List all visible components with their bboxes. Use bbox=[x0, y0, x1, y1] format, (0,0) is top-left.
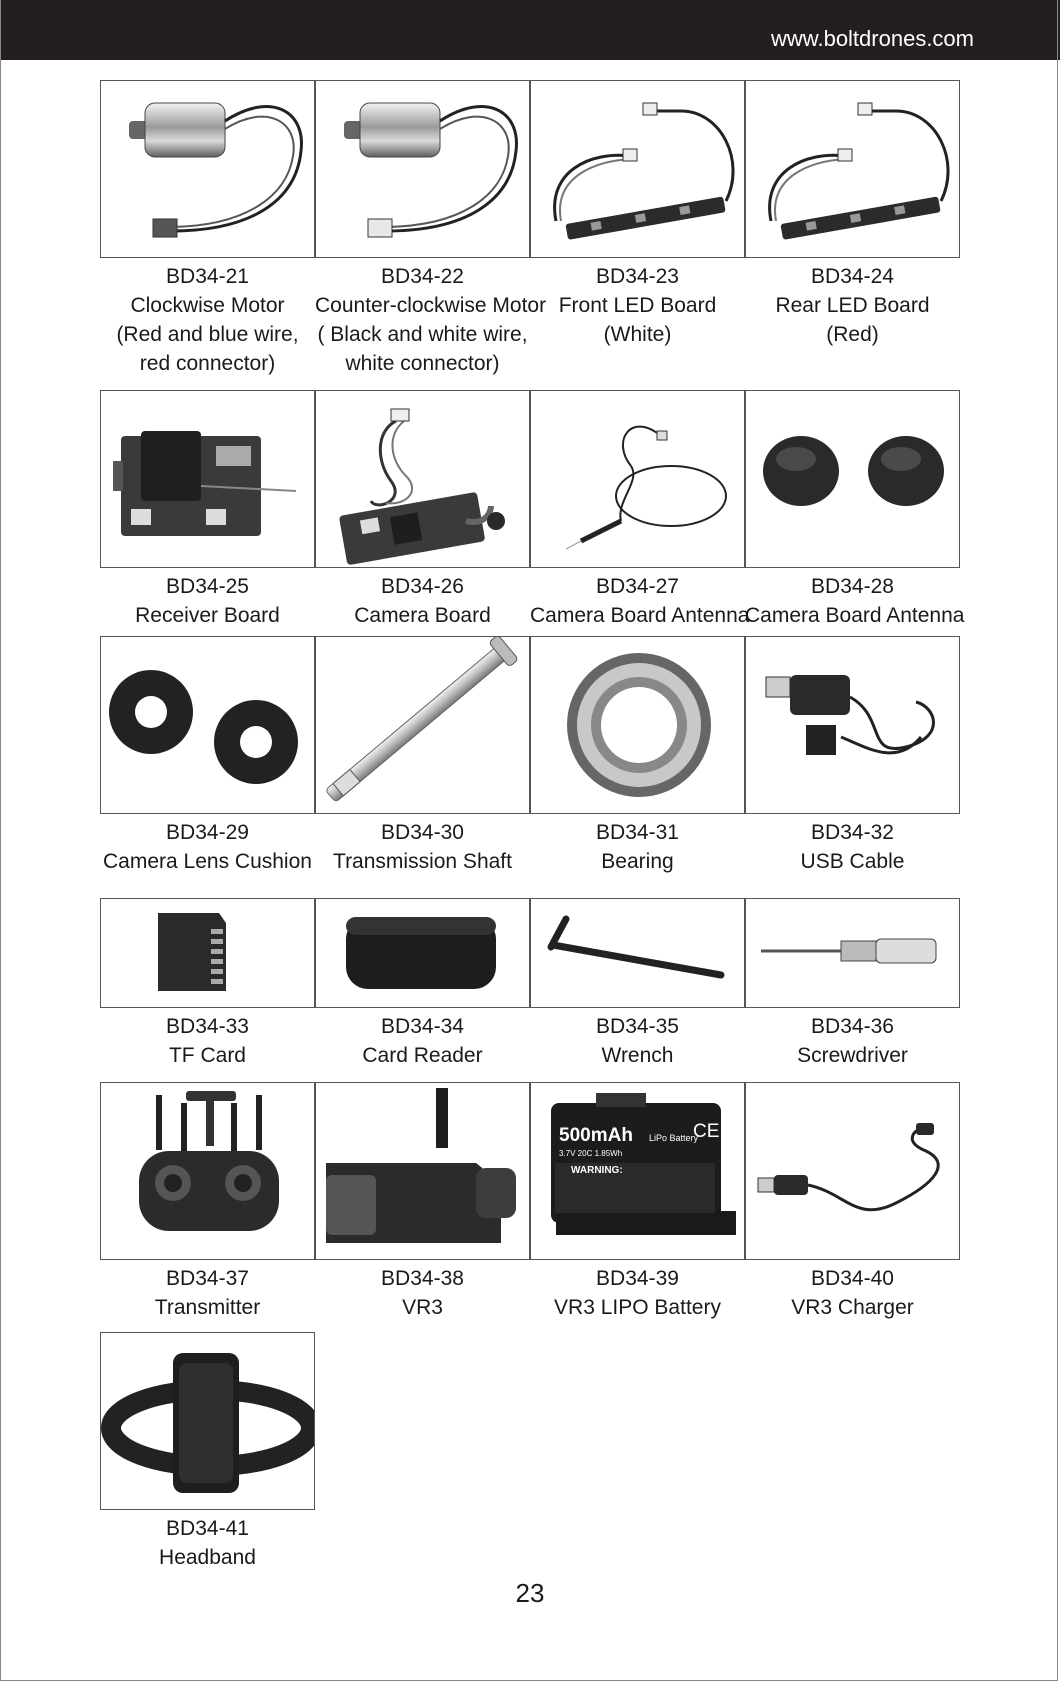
part-caption bbox=[100, 572, 315, 630]
part-caption bbox=[745, 818, 960, 876]
part-caption bbox=[100, 1012, 315, 1070]
part-code: BD34-40 bbox=[811, 1267, 894, 1290]
battery-ce-mark: CE bbox=[693, 1121, 720, 1142]
counter-clockwise-motor-icon bbox=[316, 81, 529, 257]
part-description-line: TF Card bbox=[168, 1044, 246, 1067]
part-photo-bd34-24 bbox=[745, 80, 960, 258]
part-caption bbox=[745, 572, 965, 630]
part-caption bbox=[100, 818, 315, 876]
part-code: BD34-41 bbox=[166, 1517, 249, 1540]
part-caption bbox=[315, 1264, 530, 1322]
part-code: BD34-29 bbox=[166, 821, 249, 844]
part-photo-bd34-27 bbox=[530, 390, 745, 568]
part-photo-bd34-34 bbox=[315, 898, 530, 1008]
part-code: BD34-37 bbox=[166, 1267, 249, 1290]
part-caption bbox=[745, 1012, 960, 1070]
card-reader-icon bbox=[316, 899, 529, 1007]
headband-icon bbox=[101, 1333, 314, 1509]
charger-cable-icon bbox=[746, 1083, 959, 1259]
part-photo-bd34-30 bbox=[315, 636, 530, 814]
part-photo-bd34-28 bbox=[745, 390, 960, 568]
battery-specs-label: 3.7V 20C 1.85Wh bbox=[559, 1149, 623, 1158]
part-description-line: Camera Board bbox=[354, 604, 491, 627]
battery-capacity-label: 500mAh bbox=[559, 1125, 633, 1146]
part-caption bbox=[100, 262, 315, 378]
part-photo-bd34-36 bbox=[745, 898, 960, 1008]
website-url[interactable]: www.boltdrones.com bbox=[771, 26, 974, 51]
part-description-line: VR3 LIPO Battery bbox=[554, 1296, 721, 1319]
transmitter-icon bbox=[101, 1083, 314, 1259]
rear-led-board-icon bbox=[746, 81, 959, 257]
part-code: BD34-39 bbox=[596, 1267, 679, 1290]
part-caption bbox=[315, 818, 530, 876]
part-description-line: Camera Board Antenna bbox=[745, 604, 965, 627]
part-caption bbox=[530, 572, 750, 630]
usb-cable-icon bbox=[746, 637, 959, 813]
part-photo-bd34-21 bbox=[100, 80, 315, 258]
clockwise-motor-icon bbox=[101, 81, 314, 257]
part-caption bbox=[530, 262, 745, 349]
part-photo-bd34-29 bbox=[100, 636, 315, 814]
part-photo-bd34-41 bbox=[100, 1332, 315, 1510]
part-code: BD34-31 bbox=[596, 821, 679, 844]
part-caption bbox=[315, 572, 530, 630]
lens-cushion-icon bbox=[101, 637, 314, 813]
part-photo-bd34-33 bbox=[100, 898, 315, 1008]
part-photo-bd34-32 bbox=[745, 636, 960, 814]
part-description-line: Clockwise Motor bbox=[130, 294, 285, 317]
battery-icon bbox=[531, 1083, 744, 1259]
part-code: BD34-28 bbox=[811, 575, 894, 598]
part-description-line: (Red) bbox=[826, 323, 879, 346]
part-description-line: VR3 Charger bbox=[791, 1296, 914, 1319]
shaft-icon bbox=[316, 637, 529, 813]
battery-warning-label: WARNING: bbox=[571, 1165, 623, 1176]
part-code: BD34-35 bbox=[596, 1015, 679, 1038]
part-description-line: Bearing bbox=[601, 850, 674, 873]
part-caption bbox=[745, 1264, 960, 1322]
part-caption bbox=[315, 262, 547, 378]
part-description-line: USB Cable bbox=[800, 850, 905, 873]
part-description-line: white connector) bbox=[345, 352, 500, 375]
part-code: BD34-38 bbox=[381, 1267, 464, 1290]
part-photo-bd34-37 bbox=[100, 1082, 315, 1260]
part-code: BD34-21 bbox=[166, 265, 249, 288]
part-description-line: Wrench bbox=[601, 1044, 674, 1067]
part-description-line: Camera Board Antenna bbox=[530, 604, 750, 627]
part-description-line: Front LED Board bbox=[558, 294, 717, 317]
part-description-line: Counter-clockwise Motor bbox=[315, 294, 547, 317]
battery-type-label: LiPo Battery bbox=[649, 1133, 699, 1143]
part-code: BD34-27 bbox=[596, 575, 679, 598]
part-description-line: Rear LED Board bbox=[775, 294, 930, 317]
part-description-line: Screwdriver bbox=[797, 1044, 908, 1067]
part-code: BD34-22 bbox=[381, 265, 464, 288]
part-photo-bd34-38 bbox=[315, 1082, 530, 1260]
part-description-line: Transmission Shaft bbox=[333, 850, 512, 873]
part-caption bbox=[315, 1012, 530, 1070]
part-description-line: VR3 bbox=[402, 1296, 443, 1319]
part-caption bbox=[745, 262, 960, 349]
tf-card-icon bbox=[101, 899, 314, 1007]
part-caption bbox=[530, 1012, 745, 1070]
part-code: BD34-32 bbox=[811, 821, 894, 844]
part-code: BD34-24 bbox=[811, 265, 894, 288]
part-photo-bd34-35 bbox=[530, 898, 745, 1008]
part-code: BD34-33 bbox=[166, 1015, 249, 1038]
part-caption bbox=[100, 1264, 315, 1322]
part-description-line: red connector) bbox=[139, 352, 276, 375]
part-description-line: ( Black and white wire, bbox=[317, 323, 528, 346]
part-code: BD34-23 bbox=[596, 265, 679, 288]
screwdriver-icon bbox=[746, 899, 959, 1007]
part-description-line: Headband bbox=[159, 1546, 256, 1569]
part-photo-bd34-40 bbox=[745, 1082, 960, 1260]
camera-board-icon bbox=[316, 391, 529, 567]
front-led-board-icon bbox=[531, 81, 744, 257]
part-code: BD34-25 bbox=[166, 575, 249, 598]
part-description-line: (Red and blue wire, bbox=[116, 323, 299, 346]
part-code: BD34-30 bbox=[381, 821, 464, 844]
part-code: BD34-36 bbox=[811, 1015, 894, 1038]
part-description-line: Card Reader bbox=[362, 1044, 483, 1067]
page-number: 23 bbox=[515, 1578, 545, 1608]
part-caption bbox=[100, 1514, 315, 1572]
antenna-icon bbox=[531, 391, 744, 567]
bearing-icon bbox=[531, 637, 744, 813]
part-photo-bd34-25 bbox=[100, 390, 315, 568]
rubber-feet-icon bbox=[746, 391, 959, 567]
part-caption bbox=[530, 1264, 745, 1322]
part-caption bbox=[530, 818, 745, 876]
wrench-icon bbox=[531, 899, 744, 1007]
part-description-line: (White) bbox=[603, 323, 672, 346]
part-description-line: Camera Lens Cushion bbox=[103, 850, 312, 873]
receiver-board-icon bbox=[101, 391, 314, 567]
part-photo-bd34-39 bbox=[530, 1082, 745, 1260]
part-description-line: Transmitter bbox=[154, 1296, 261, 1319]
vr-headset-icon bbox=[316, 1083, 529, 1259]
part-photo-bd34-22 bbox=[315, 80, 530, 258]
part-photo-bd34-26 bbox=[315, 390, 530, 568]
battery-icon bbox=[531, 1083, 744, 1259]
part-description-line: Receiver Board bbox=[135, 604, 280, 627]
part-photo-bd34-31 bbox=[530, 636, 745, 814]
part-photo-bd34-23 bbox=[530, 80, 745, 258]
part-code: BD34-34 bbox=[381, 1015, 464, 1038]
part-code: BD34-26 bbox=[381, 575, 464, 598]
